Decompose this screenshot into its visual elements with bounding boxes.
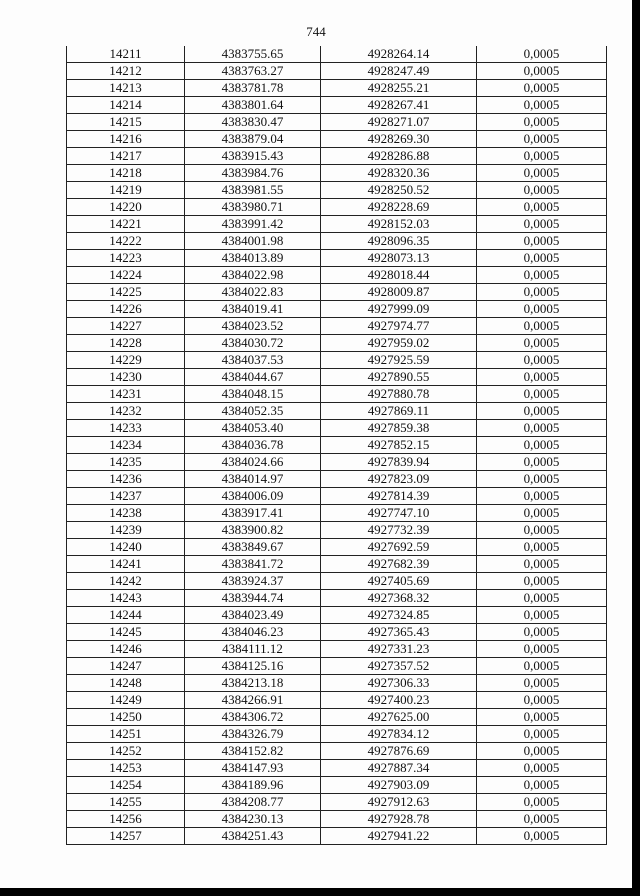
value-cell: 0,0005 <box>477 301 607 318</box>
table-row <box>67 420 607 437</box>
x-coordinate-cell: 4383917.41 <box>185 505 321 522</box>
table-row <box>67 165 607 182</box>
value-cell: 0,0005 <box>477 590 607 607</box>
point-number-cell: 14227 <box>67 318 185 335</box>
table-row <box>67 80 607 97</box>
table-row <box>67 97 607 114</box>
y-coordinate-cell: 4927400.23 <box>321 692 477 709</box>
x-coordinate-cell: 4384125.16 <box>185 658 321 675</box>
value-cell: 0,0005 <box>477 63 607 80</box>
table-row <box>67 709 607 726</box>
table-row <box>67 454 607 471</box>
y-coordinate-cell: 4927839.94 <box>321 454 477 471</box>
point-number-cell: 14222 <box>67 233 185 250</box>
table-row <box>67 828 607 845</box>
point-number-cell: 14224 <box>67 267 185 284</box>
table-row <box>67 335 607 352</box>
value-cell: 0,0005 <box>477 131 607 148</box>
y-coordinate-cell: 4927880.78 <box>321 386 477 403</box>
x-coordinate-cell: 4384036.78 <box>185 437 321 454</box>
y-coordinate-cell: 4928271.07 <box>321 114 477 131</box>
table-row <box>67 233 607 250</box>
table-row <box>67 675 607 692</box>
point-number-cell: 14229 <box>67 352 185 369</box>
y-coordinate-cell: 4927834.12 <box>321 726 477 743</box>
x-coordinate-cell: 4383900.82 <box>185 522 321 539</box>
point-number-cell: 14248 <box>67 675 185 692</box>
y-coordinate-cell: 4928267.41 <box>321 97 477 114</box>
table-row <box>67 301 607 318</box>
y-coordinate-cell: 4928286.88 <box>321 148 477 165</box>
x-coordinate-cell: 4383981.55 <box>185 182 321 199</box>
table-row <box>67 182 607 199</box>
value-cell: 0,0005 <box>477 216 607 233</box>
x-coordinate-cell: 4383801.64 <box>185 97 321 114</box>
point-number-cell: 14212 <box>67 63 185 80</box>
point-number-cell: 14235 <box>67 454 185 471</box>
x-coordinate-cell: 4383841.72 <box>185 556 321 573</box>
point-number-cell: 14251 <box>67 726 185 743</box>
x-coordinate-cell: 4384001.98 <box>185 233 321 250</box>
table-row <box>67 760 607 777</box>
page-number: 744 <box>306 24 326 39</box>
value-cell: 0,0005 <box>477 352 607 369</box>
point-number-cell: 14253 <box>67 760 185 777</box>
table-row <box>67 437 607 454</box>
x-coordinate-cell: 4384189.96 <box>185 777 321 794</box>
x-coordinate-cell: 4384208.77 <box>185 794 321 811</box>
x-coordinate-cell: 4384230.13 <box>185 811 321 828</box>
point-number-cell: 14215 <box>67 114 185 131</box>
value-cell: 0,0005 <box>477 505 607 522</box>
x-coordinate-cell: 4383849.67 <box>185 539 321 556</box>
value-cell: 0,0005 <box>477 743 607 760</box>
table-row <box>67 539 607 556</box>
x-coordinate-cell: 4384052.35 <box>185 403 321 420</box>
y-coordinate-cell: 4927941.22 <box>321 828 477 845</box>
point-number-cell: 14217 <box>67 148 185 165</box>
point-number-cell: 14230 <box>67 369 185 386</box>
value-cell: 0,0005 <box>477 828 607 845</box>
table-row <box>67 658 607 675</box>
y-coordinate-cell: 4928250.52 <box>321 182 477 199</box>
table-row <box>67 386 607 403</box>
x-coordinate-cell: 4383879.04 <box>185 131 321 148</box>
value-cell: 0,0005 <box>477 114 607 131</box>
point-number-cell: 14249 <box>67 692 185 709</box>
value-cell: 0,0005 <box>477 556 607 573</box>
x-coordinate-cell: 4384306.72 <box>185 709 321 726</box>
y-coordinate-cell: 4927928.78 <box>321 811 477 828</box>
table-row <box>67 590 607 607</box>
x-coordinate-cell: 4383781.78 <box>185 80 321 97</box>
table-row <box>67 318 607 335</box>
x-coordinate-cell: 4383980.71 <box>185 199 321 216</box>
x-coordinate-cell: 4384030.72 <box>185 335 321 352</box>
value-cell: 0,0005 <box>477 726 607 743</box>
x-coordinate-cell: 4384048.15 <box>185 386 321 403</box>
value-cell: 0,0005 <box>477 658 607 675</box>
x-coordinate-cell: 4384251.43 <box>185 828 321 845</box>
x-coordinate-cell: 4384013.89 <box>185 250 321 267</box>
table-row <box>67 352 607 369</box>
point-number-cell: 14228 <box>67 335 185 352</box>
table-row <box>67 284 607 301</box>
value-cell: 0,0005 <box>477 488 607 505</box>
table-row <box>67 63 607 80</box>
value-cell: 0,0005 <box>477 403 607 420</box>
table-row <box>67 811 607 828</box>
y-coordinate-cell: 4927959.02 <box>321 335 477 352</box>
point-number-cell: 14239 <box>67 522 185 539</box>
table-row <box>67 46 607 63</box>
point-number-cell: 14254 <box>67 777 185 794</box>
point-number-cell: 14246 <box>67 641 185 658</box>
point-number-cell: 14219 <box>67 182 185 199</box>
value-cell: 0,0005 <box>477 675 607 692</box>
point-number-cell: 14234 <box>67 437 185 454</box>
x-coordinate-cell: 4384024.66 <box>185 454 321 471</box>
value-cell: 0,0005 <box>477 165 607 182</box>
value-cell: 0,0005 <box>477 607 607 624</box>
value-cell: 0,0005 <box>477 199 607 216</box>
y-coordinate-cell: 4927405.69 <box>321 573 477 590</box>
value-cell: 0,0005 <box>477 471 607 488</box>
value-cell: 0,0005 <box>477 182 607 199</box>
table-row <box>67 777 607 794</box>
x-coordinate-cell: 4384019.41 <box>185 301 321 318</box>
y-coordinate-cell: 4928096.35 <box>321 233 477 250</box>
y-coordinate-cell: 4928269.30 <box>321 131 477 148</box>
value-cell: 0,0005 <box>477 692 607 709</box>
x-coordinate-cell: 4384053.40 <box>185 420 321 437</box>
x-coordinate-cell: 4383924.37 <box>185 573 321 590</box>
y-coordinate-cell: 4927925.59 <box>321 352 477 369</box>
y-coordinate-cell: 4927859.38 <box>321 420 477 437</box>
x-coordinate-cell: 4384023.49 <box>185 607 321 624</box>
y-coordinate-cell: 4927852.15 <box>321 437 477 454</box>
y-coordinate-cell: 4927747.10 <box>321 505 477 522</box>
table-row <box>67 522 607 539</box>
point-number-cell: 14225 <box>67 284 185 301</box>
y-coordinate-cell: 4927306.33 <box>321 675 477 692</box>
value-cell: 0,0005 <box>477 80 607 97</box>
table-row <box>67 743 607 760</box>
x-coordinate-cell: 4383915.43 <box>185 148 321 165</box>
x-coordinate-cell: 4384152.82 <box>185 743 321 760</box>
y-coordinate-cell: 4927692.59 <box>321 539 477 556</box>
table-row <box>67 488 607 505</box>
value-cell: 0,0005 <box>477 148 607 165</box>
value-cell: 0,0005 <box>477 46 607 63</box>
y-coordinate-cell: 4928320.36 <box>321 165 477 182</box>
table-row <box>67 556 607 573</box>
point-number-cell: 14223 <box>67 250 185 267</box>
x-coordinate-cell: 4384022.83 <box>185 284 321 301</box>
x-coordinate-cell: 4384111.12 <box>185 641 321 658</box>
value-cell: 0,0005 <box>477 777 607 794</box>
point-number-cell: 14233 <box>67 420 185 437</box>
table-row <box>67 403 607 420</box>
table-row <box>67 267 607 284</box>
point-number-cell: 14220 <box>67 199 185 216</box>
y-coordinate-cell: 4927368.32 <box>321 590 477 607</box>
point-number-cell: 14213 <box>67 80 185 97</box>
x-coordinate-cell: 4384046.23 <box>185 624 321 641</box>
table-row <box>67 607 607 624</box>
y-coordinate-cell: 4928152.03 <box>321 216 477 233</box>
y-coordinate-cell: 4928247.49 <box>321 63 477 80</box>
value-cell: 0,0005 <box>477 709 607 726</box>
point-number-cell: 14211 <box>67 46 185 63</box>
value-cell: 0,0005 <box>477 454 607 471</box>
y-coordinate-cell: 4927625.00 <box>321 709 477 726</box>
x-coordinate-cell: 4383763.27 <box>185 63 321 80</box>
point-number-cell: 14232 <box>67 403 185 420</box>
point-number-cell: 14242 <box>67 573 185 590</box>
point-number-cell: 14231 <box>67 386 185 403</box>
point-number-cell: 14250 <box>67 709 185 726</box>
table-row <box>67 199 607 216</box>
point-number-cell: 14245 <box>67 624 185 641</box>
point-number-cell: 14247 <box>67 658 185 675</box>
point-number-cell: 14237 <box>67 488 185 505</box>
table-row <box>67 369 607 386</box>
y-coordinate-cell: 4928255.21 <box>321 80 477 97</box>
y-coordinate-cell: 4927876.69 <box>321 743 477 760</box>
point-number-cell: 14252 <box>67 743 185 760</box>
x-coordinate-cell: 4384023.52 <box>185 318 321 335</box>
y-coordinate-cell: 4928018.44 <box>321 267 477 284</box>
value-cell: 0,0005 <box>477 624 607 641</box>
y-coordinate-cell: 4927331.23 <box>321 641 477 658</box>
table-row <box>67 641 607 658</box>
value-cell: 0,0005 <box>477 794 607 811</box>
x-coordinate-cell: 4384006.09 <box>185 488 321 505</box>
x-coordinate-cell: 4384044.67 <box>185 369 321 386</box>
y-coordinate-cell: 4927887.34 <box>321 760 477 777</box>
coordinates-table <box>66 46 607 845</box>
y-coordinate-cell: 4927903.09 <box>321 777 477 794</box>
value-cell: 0,0005 <box>477 573 607 590</box>
table-row <box>67 131 607 148</box>
table-row <box>67 148 607 165</box>
y-coordinate-cell: 4927682.39 <box>321 556 477 573</box>
y-coordinate-cell: 4927814.39 <box>321 488 477 505</box>
x-coordinate-cell: 4383984.76 <box>185 165 321 182</box>
y-coordinate-cell: 4927974.77 <box>321 318 477 335</box>
x-coordinate-cell: 4384326.79 <box>185 726 321 743</box>
x-coordinate-cell: 4383830.47 <box>185 114 321 131</box>
point-number-cell: 14226 <box>67 301 185 318</box>
value-cell: 0,0005 <box>477 641 607 658</box>
point-number-cell: 14216 <box>67 131 185 148</box>
x-coordinate-cell: 4383755.65 <box>185 46 321 63</box>
value-cell: 0,0005 <box>477 369 607 386</box>
table-row <box>67 624 607 641</box>
table-row <box>67 692 607 709</box>
point-number-cell: 14221 <box>67 216 185 233</box>
y-coordinate-cell: 4927324.85 <box>321 607 477 624</box>
table-row <box>67 505 607 522</box>
y-coordinate-cell: 4927869.11 <box>321 403 477 420</box>
value-cell: 0,0005 <box>477 250 607 267</box>
y-coordinate-cell: 4927912.63 <box>321 794 477 811</box>
table-row <box>67 794 607 811</box>
x-coordinate-cell: 4384266.91 <box>185 692 321 709</box>
x-coordinate-cell: 4384147.93 <box>185 760 321 777</box>
y-coordinate-cell: 4928264.14 <box>321 46 477 63</box>
point-number-cell: 14255 <box>67 794 185 811</box>
x-coordinate-cell: 4384022.98 <box>185 267 321 284</box>
y-coordinate-cell: 4927732.39 <box>321 522 477 539</box>
value-cell: 0,0005 <box>477 811 607 828</box>
table-row <box>67 114 607 131</box>
x-coordinate-cell: 4384213.18 <box>185 675 321 692</box>
y-coordinate-cell: 4927890.55 <box>321 369 477 386</box>
point-number-cell: 14243 <box>67 590 185 607</box>
point-number-cell: 14241 <box>67 556 185 573</box>
table-row <box>67 216 607 233</box>
y-coordinate-cell: 4927365.43 <box>321 624 477 641</box>
point-number-cell: 14238 <box>67 505 185 522</box>
value-cell: 0,0005 <box>477 284 607 301</box>
y-coordinate-cell: 4927999.09 <box>321 301 477 318</box>
y-coordinate-cell: 4927823.09 <box>321 471 477 488</box>
point-number-cell: 14218 <box>67 165 185 182</box>
x-coordinate-cell: 4384037.53 <box>185 352 321 369</box>
value-cell: 0,0005 <box>477 233 607 250</box>
point-number-cell: 14256 <box>67 811 185 828</box>
point-number-cell: 14236 <box>67 471 185 488</box>
y-coordinate-cell: 4928073.13 <box>321 250 477 267</box>
x-coordinate-cell: 4383991.42 <box>185 216 321 233</box>
y-coordinate-cell: 4927357.52 <box>321 658 477 675</box>
point-number-cell: 14244 <box>67 607 185 624</box>
x-coordinate-cell: 4383944.74 <box>185 590 321 607</box>
point-number-cell: 14257 <box>67 828 185 845</box>
value-cell: 0,0005 <box>477 386 607 403</box>
value-cell: 0,0005 <box>477 522 607 539</box>
value-cell: 0,0005 <box>477 335 607 352</box>
value-cell: 0,0005 <box>477 267 607 284</box>
point-number-cell: 14240 <box>67 539 185 556</box>
y-coordinate-cell: 4928228.69 <box>321 199 477 216</box>
table-row <box>67 726 607 743</box>
value-cell: 0,0005 <box>477 539 607 556</box>
point-number-cell: 14214 <box>67 97 185 114</box>
table-row <box>67 250 607 267</box>
value-cell: 0,0005 <box>477 760 607 777</box>
value-cell: 0,0005 <box>477 437 607 454</box>
value-cell: 0,0005 <box>477 97 607 114</box>
coordinates-table-body <box>67 46 607 845</box>
value-cell: 0,0005 <box>477 420 607 437</box>
table-row <box>67 573 607 590</box>
value-cell: 0,0005 <box>477 318 607 335</box>
table-row <box>67 471 607 488</box>
y-coordinate-cell: 4928009.87 <box>321 284 477 301</box>
x-coordinate-cell: 4384014.97 <box>185 471 321 488</box>
